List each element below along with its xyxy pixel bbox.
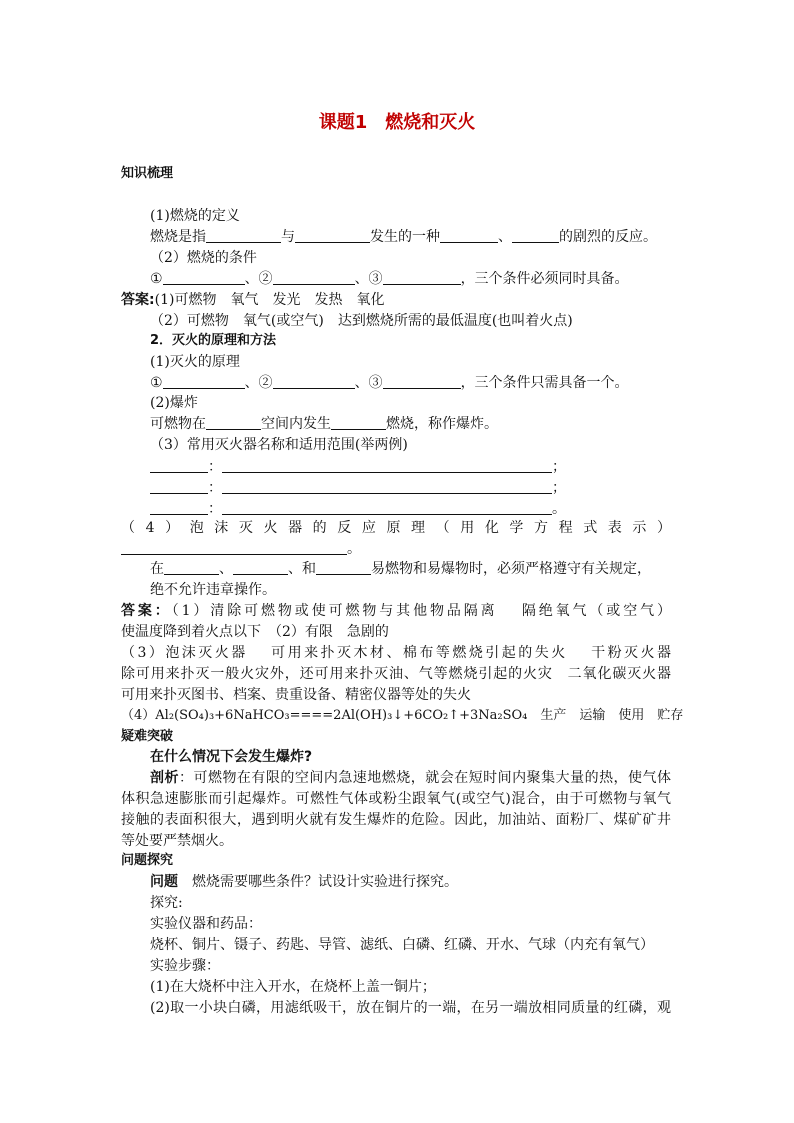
answer-blank [206,228,281,243]
answer-blank [121,540,347,555]
section-heading-knowledge: 知识梳理 [121,166,174,181]
problem-label: 问题 [150,874,178,890]
extinguisher-line-1: ： ； [150,457,566,477]
analysis-line-2: 体积急速膨胀而引起爆炸。可燃性气体或粉尘跟氧气(或空气)混合，由于可燃物与氧气 [121,791,671,807]
extinguisher-line-3: ： 。 [150,499,566,519]
answer2-line-1: 答案：（1）清除可燃物或使可燃物与其他物品隔离 隔绝氧气（或空气） [121,603,672,619]
step-2: (2)取一小块白磷，用滤纸吸干，放在铜片的一端，在另一端放相同质量的红磷，观 [150,1000,671,1016]
section-heading-difficulty: 疑难突破 [121,729,174,744]
answer-blank [150,500,208,515]
answer-blank [440,228,498,243]
answer-blank [150,458,208,473]
analysis-label: 剖析 [150,770,179,786]
answer-blank [163,270,245,285]
answer-blank [295,228,370,243]
safety-line-1: 在 、 、和 易燃物和易爆物时，必须严格遵守有关规定， [150,561,651,577]
answer-blank [316,560,371,575]
safety-line-2: 绝不允许违章操作。 [150,582,276,598]
answer-blank [206,415,261,430]
answer-label: 答案: [121,292,155,308]
burn-conditions-line: ① 、② 、③ ，三个条件必须同时具备。 [150,271,629,287]
answer2-line-5: 可用来扑灭图书、档案、贵重设备、精密仪器等处的失火 [121,687,471,703]
answer-blank [222,500,552,515]
step-1: (1)在大烧杯中注入开水，在烧杯上盖一铜片； [150,979,436,995]
answer2-line-6: （4）Al₂(SO₄)₃+6NaHCO₃====2Al(OH)₃↓+6CO₂↑+3Na₂SO₄ 生产 运输 使用 贮存 [121,708,684,723]
question-1-1: (1)燃烧的定义 [150,208,240,224]
section-heading-2: 2．灭火的原理和方法 [150,333,277,348]
problem-line: 问题 燃烧需要哪些条件？试设计实验进行探究。 [150,874,458,890]
question-2-3: （3）常用灭火器名称和适用范围(举两例) [150,437,408,453]
answer-blank [222,458,552,473]
answer-blank [383,374,461,389]
page-title: 课题1 燃烧和灭火 [318,112,476,133]
answer2-line-4: 除可用来扑灭一般火灾外，还可用来扑灭油、气等燃烧引起的火灾 二氧化碳灭火器 [121,666,671,682]
instruments-heading: 实验仪器和药品： [150,916,262,932]
answer-label: 答案： [121,603,172,619]
extinguisher-line-2: ： ； [150,478,566,498]
question-2-2: (2)爆炸 [150,395,198,411]
section-heading-explore: 问题探究 [121,853,174,868]
equation-line: 。 [121,539,361,559]
answer2-line-2: 使温度降到着火点以下 （2）有限 急剧的 [121,624,389,640]
answer-blank [273,374,355,389]
answer-blank [163,374,245,389]
explosion-line: 可燃物在 空间内发生 燃烧，称作爆炸。 [150,416,498,432]
explore-label: 探究: [150,895,183,911]
question-1-2: （2）燃烧的条件 [150,250,257,266]
answer-line-2: （2）可燃物 氧气(或空气) 达到燃烧所需的最低温度(也叫着火点) [150,313,573,329]
answer-blank [150,479,208,494]
question-2-4: （4）泡沫灭火器的反应原理（用化学方程式表示） [121,520,671,536]
definition-line: 燃烧是指 与 发生的一种 、 的剧烈的反应。 [150,229,657,245]
question-2-1: (1)灭火的原理 [150,354,240,370]
answer-line-1: 答案:(1)可燃物 氧气 发光 发热 氧化 [121,292,385,308]
answer-blank [273,270,355,285]
answer-blank [383,270,461,285]
answer-blank [512,228,559,243]
answer-blank [164,560,219,575]
answer-blank [233,560,288,575]
analysis-line-3: 接触的表面积很大，遇到明火就有发生爆炸的危险。因此，加油站、面粉厂、煤矿矿井 [121,812,671,828]
answer-blank [222,479,552,494]
instruments-list: 烧杯、铜片、镊子、药匙、导管、滤纸、白磷、红磷、开水、气球（内充有氧气） [150,937,654,953]
answer2-line-3: （3）泡沫灭火器 可用来扑灭木材、棉布等燃烧引起的失火 干粉灭火器 [121,645,671,661]
difficulty-question: 在什么情况下会发生爆炸? [150,749,313,765]
fire-conditions-line: ① 、② 、③ ，三个条件只需具备一个。 [150,375,629,391]
analysis-line-1: 剖析：可燃物在有限的空间内急速地燃烧，就会在短时间内聚集大量的热，使气体 [150,770,672,786]
steps-heading: 实验步骤： [150,958,220,974]
answer-blank [331,415,386,430]
analysis-line-4: 等处要严禁烟火。 [121,833,233,849]
